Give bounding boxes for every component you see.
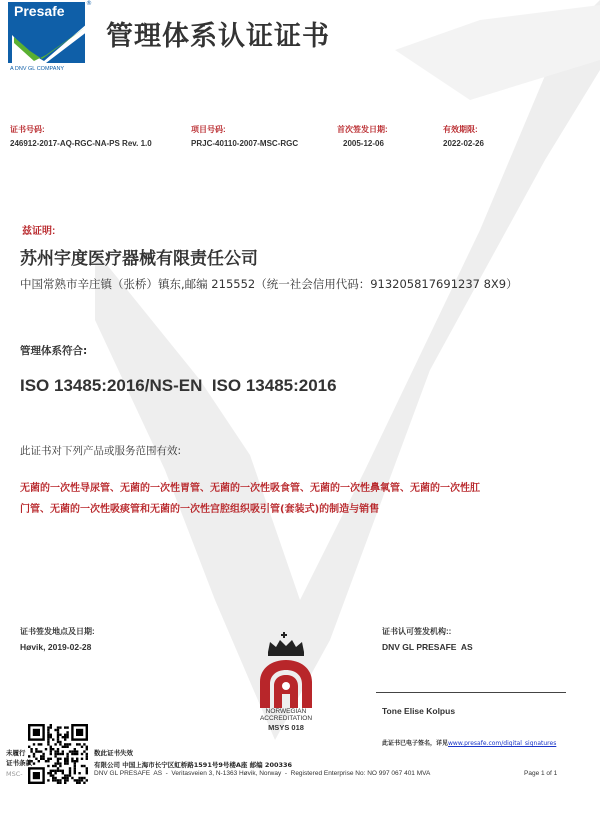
- footer-left-line2: 证书条款: [6, 759, 32, 767]
- e-signature-note: [382, 738, 556, 747]
- norwegian-accreditation-icon: [238, 630, 334, 708]
- issue-value: Høvik, 2019-02-28: [20, 642, 92, 652]
- footer-left-line3: MSC-: [6, 770, 23, 778]
- digital-signatures-link[interactable]: www.presafe.com/digital_signatures: [448, 740, 557, 747]
- meta-value: PRJC-40110-2007-MSC-RGC: [191, 139, 299, 148]
- meta-label: 项目号码:: [191, 125, 226, 134]
- scope-text: [20, 478, 590, 520]
- signature-line: [376, 692, 566, 693]
- meta-first-issue: [337, 124, 388, 148]
- accreditation-line1: NORWEGIAN: [265, 708, 307, 715]
- meta-label: 证书号码:: [10, 125, 45, 134]
- page-title: 管理体系认证证书: [106, 21, 330, 52]
- accreditation-code: MSYS 018: [268, 723, 304, 732]
- accreditation-mark: [238, 630, 334, 736]
- meta-valid-until: [443, 124, 484, 148]
- scope-line: 门管、无菌的一次性吸痰管和无菌的一次性宫腔组织吸引管(套装式)的制造与销售: [20, 504, 380, 515]
- logo-tagline: A DNV GL COMPANY: [10, 66, 65, 72]
- check-icon: [8, 21, 90, 63]
- logo-wordmark: Presafe: [14, 3, 65, 19]
- organization-address: 中国常熟市辛庄镇（张桥）镇东,邮编 215552（统一社会信用代码：913205817691237 8X9）: [20, 277, 518, 291]
- registered-mark: ®: [86, 0, 92, 7]
- page-number: Page 1 of 1: [524, 770, 558, 777]
- meta-cert-number: [10, 124, 152, 148]
- qr-code[interactable]: [28, 724, 88, 784]
- invalid-note: 数此证书失效: [94, 749, 133, 757]
- local-office-address: 有限公司 中国上海市长宁区虹桥路1591号9号楼A座 邮编 200336: [94, 761, 293, 769]
- meta-value: 2022-02-26: [443, 139, 484, 148]
- meta-label: 首次签发日期:: [337, 125, 388, 134]
- scope-label: 此证书对下列产品或服务范围有效:: [20, 445, 182, 457]
- footer-left-line1: 未履行: [6, 749, 26, 757]
- certify-label: 兹证明:: [22, 226, 56, 237]
- qr-code-icon: [28, 724, 88, 784]
- scope-line: 无菌的一次性导尿管、无菌的一次性胃管、无菌的一次性吸食管、无菌的一次性鼻氧管、无菌的一次性肛: [20, 483, 480, 494]
- issuer-value: DNV GL PRESAFE AS: [382, 642, 473, 652]
- issue-label: 证书签发地点及日期:: [20, 627, 95, 636]
- meta-value: 246912-2017-AQ-RGC-NA-PS Rev. 1.0: [10, 139, 152, 148]
- e-signature-text: 此证书已电子签名，详见: [382, 740, 449, 747]
- meta-value: 2005-12-06: [343, 139, 384, 148]
- company-info: DNV GL PRESAFE AS - Veritasveien 3, N-1363 Høvik, Norway - Registered Enterprise No: NO 997 067 401 MVA: [94, 770, 431, 777]
- signatory-name: Tone Elise Kolpus: [382, 706, 456, 716]
- accreditation-line2: ACCREDITATION: [259, 715, 313, 722]
- presafe-logo: [8, 2, 90, 76]
- issuer-label: 证书认可签发机构::: [382, 627, 452, 636]
- conformity-label: 管理体系符合:: [20, 345, 88, 357]
- meta-project-number: [191, 124, 298, 148]
- standard-name: ISO 13485:2016/NS-EN ISO 13485:2016: [20, 376, 337, 395]
- meta-label: 有效期限:: [443, 125, 478, 134]
- organization-name: 苏州宇度医疗器械有限责任公司: [20, 249, 258, 269]
